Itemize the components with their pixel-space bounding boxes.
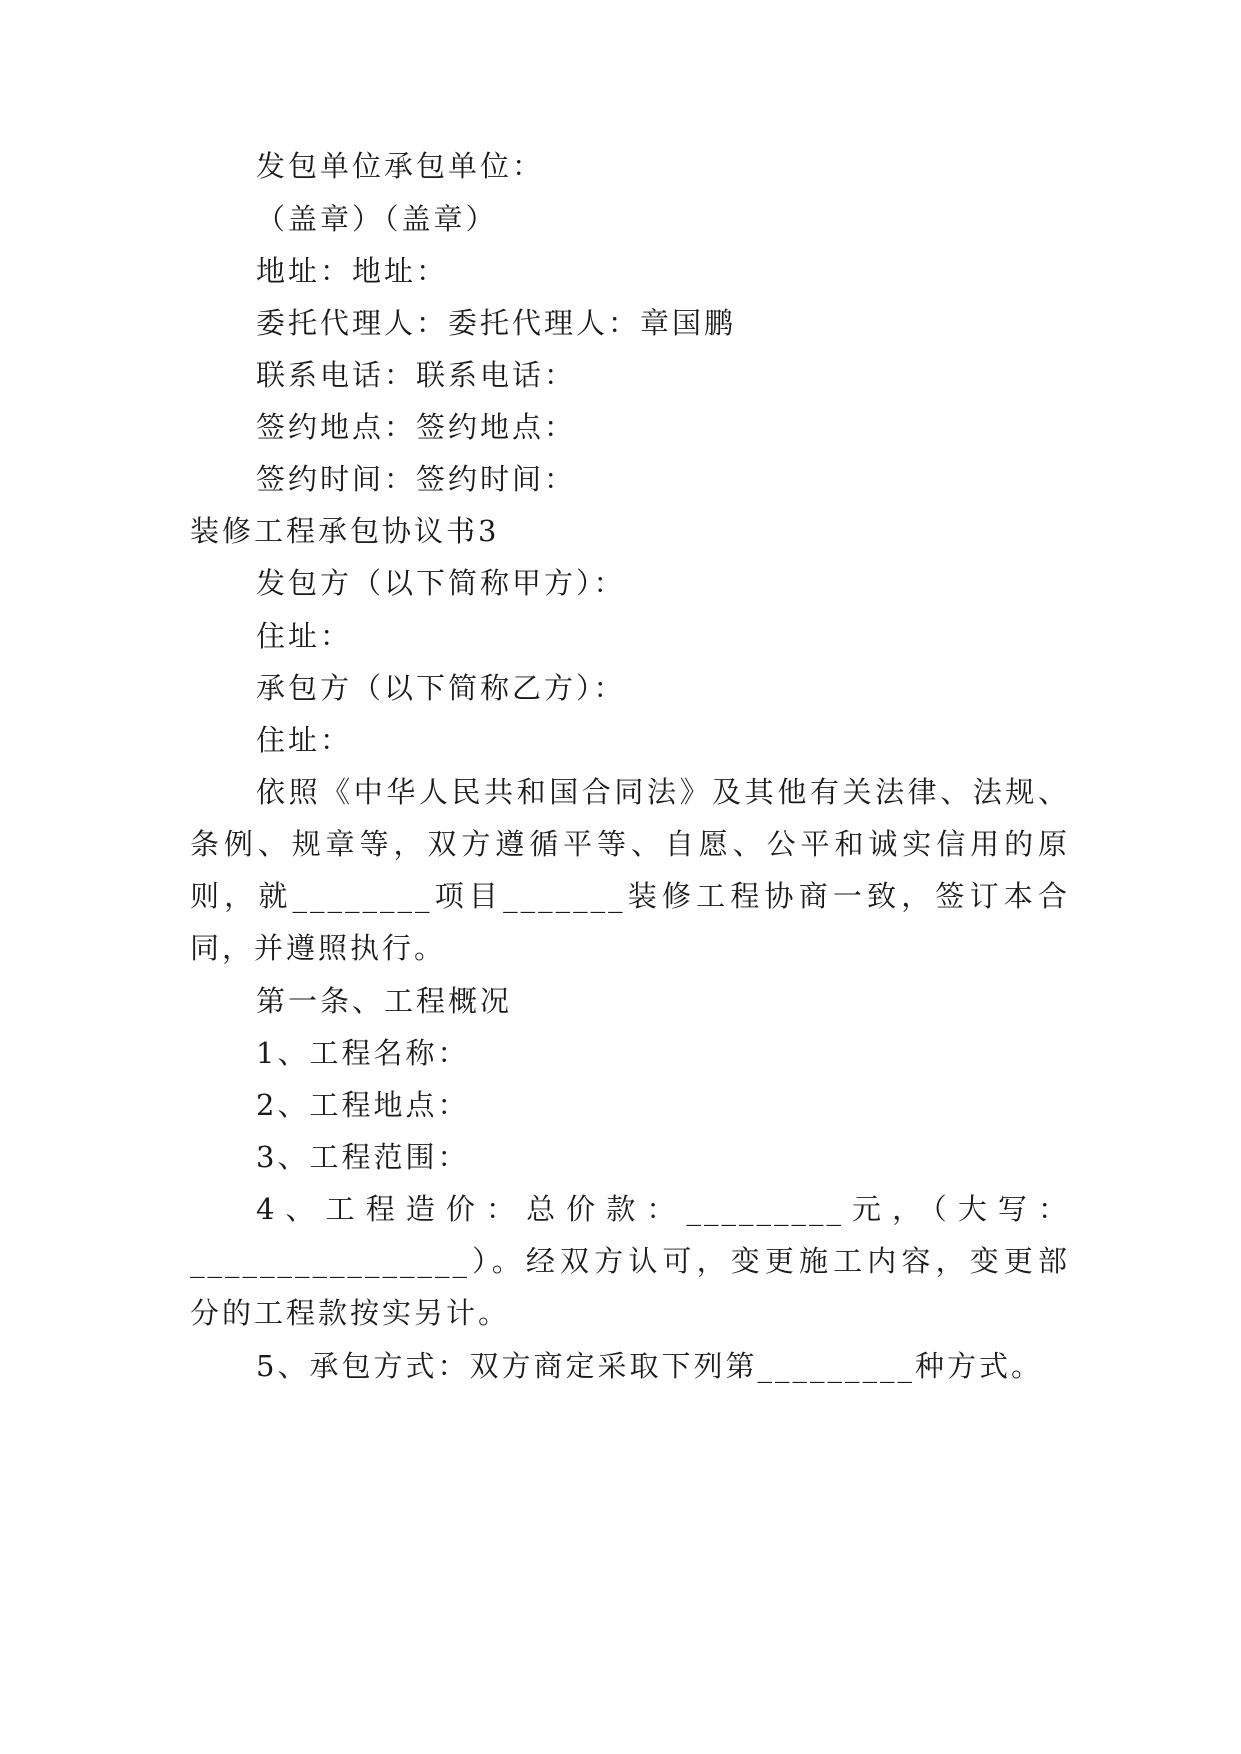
article-1-item-2: 2、工程地点： bbox=[256, 1088, 470, 1122]
article-1-item-4-line-1: 4、工程造价：总价款：_________元，（大写： bbox=[256, 1192, 1070, 1226]
party-b-address: 住址： bbox=[256, 723, 353, 757]
signature-seals: （盖章）（盖章） bbox=[256, 202, 498, 236]
article-1-item-5: 5、承包方式：双方商定采取下列第_________种方式。 bbox=[256, 1349, 1043, 1383]
signature-parties: 发包单位承包单位： bbox=[256, 149, 545, 183]
article-1-heading: 第一条、工程概况 bbox=[256, 984, 513, 1018]
preamble-line-2: 条例、规章等，双方遵循平等、自愿、公平和诚实信用的原 bbox=[190, 827, 1070, 861]
party-b: 承包方（以下简称乙方）： bbox=[256, 671, 626, 705]
preamble-line-4: 同，并遵照执行。 bbox=[190, 931, 447, 965]
signature-agent: 委托代理人：委托代理人：章国鹏 bbox=[256, 306, 737, 340]
preamble-line-3: 则，就________项目_______装修工程协商一致，签订本合 bbox=[190, 879, 1070, 913]
party-a-address: 住址： bbox=[256, 619, 353, 653]
article-1-item-1: 1、工程名称： bbox=[256, 1036, 470, 1070]
article-1-item-4-line-3: 分的工程款按实另计。 bbox=[190, 1296, 511, 1330]
article-1-item-4-line-2: ________________）。经双方认可，变更施工内容，变更部 bbox=[190, 1244, 1070, 1278]
signature-phone: 联系电话：联系电话： bbox=[256, 358, 577, 392]
signature-place: 签约地点：签约地点： bbox=[256, 410, 577, 444]
article-1-item-3: 3、工程范围： bbox=[256, 1140, 470, 1174]
signature-time: 签约时间：签约时间： bbox=[256, 462, 577, 496]
party-a: 发包方（以下简称甲方）： bbox=[256, 566, 626, 600]
preamble-line-1: 依照《中华人民共和国合同法》及其他有关法律、法规、 bbox=[256, 775, 1070, 809]
signature-address: 地址：地址： bbox=[256, 254, 449, 288]
agreement-title: 装修工程承包协议书3 bbox=[190, 514, 500, 548]
